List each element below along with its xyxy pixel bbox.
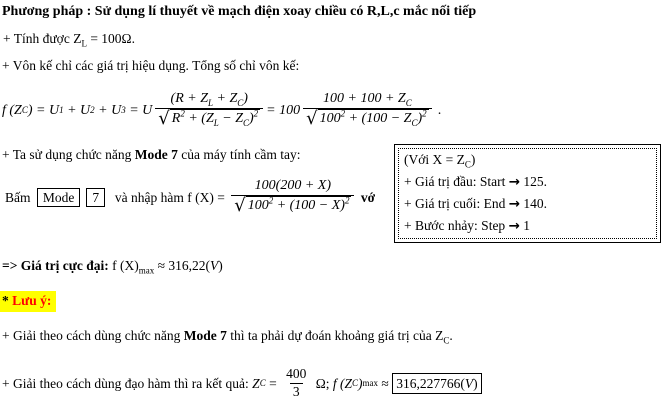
line-zl	[3, 30, 135, 47]
text-run: )	[470, 152, 476, 167]
item-value: 1	[519, 218, 530, 233]
math-run: 100	[247, 197, 269, 213]
math-run: f (X)	[108, 258, 139, 273]
calcbox-item-step	[404, 215, 651, 237]
calculator-settings-inner	[398, 148, 657, 239]
math-run: + (Z	[184, 110, 214, 126]
subscript-C: C	[242, 117, 249, 128]
math-run: Z	[252, 375, 260, 391]
math-run: (R + Z	[170, 91, 208, 107]
text-run: + Giải theo cách dùng đạo hàm thì ra kết quả:	[2, 375, 253, 391]
superscript-2: 2	[344, 195, 350, 206]
right-arrow-icon: →	[508, 196, 521, 212]
result-close: )	[473, 375, 478, 391]
text-run: thì ta phải dự đoán khoảng giá trị của Z	[226, 328, 444, 343]
subscript-L: L	[207, 98, 213, 109]
math-run: + U	[94, 102, 122, 118]
superscript-2: 2	[253, 108, 259, 119]
calculator-settings-box	[394, 144, 661, 243]
subscript-L: L	[213, 117, 219, 128]
mode7-bold: Mode 7	[183, 328, 227, 343]
mode7-bold: Mode 7	[134, 147, 178, 162]
superscript-2: 2	[180, 108, 185, 119]
math-run: ≈ 316,22(	[154, 258, 211, 273]
square-root	[234, 196, 351, 215]
math-run: =	[265, 375, 281, 391]
math-run: = U	[125, 102, 153, 118]
math-run: Ω;	[312, 375, 333, 391]
math-run: = 100	[266, 102, 301, 118]
math-run: )	[358, 375, 363, 391]
zl-subscript: L	[81, 38, 87, 49]
result-box	[392, 373, 481, 394]
math-run: ) = U	[27, 102, 60, 118]
text-run: vớ	[357, 189, 376, 205]
text-run: (Với X = Z	[404, 152, 465, 167]
math-run: + U	[63, 102, 91, 118]
calcbox-item-end	[404, 193, 651, 215]
math-run: 100	[319, 110, 341, 126]
math-run: ≈	[378, 375, 393, 391]
line-zl-post: = 100Ω.	[86, 31, 135, 46]
fraction-numeric	[303, 90, 432, 129]
item-value: 125.	[520, 174, 548, 189]
note-label: Lưu ý:	[12, 293, 52, 308]
formula-fzc: f (Z C ) = U 1 + U 2 + U 3 = U $(R + Z_L + Z_C)$ √ $R^2 + (Z_L - Z_C)^2$ = 100 $100 + 100 + Z_C$ √ $100^2 + (100 - Z_C)^2$ .	[2, 91, 442, 130]
math-run: .	[434, 102, 442, 118]
calcbox-item-start	[404, 171, 651, 193]
math-run: )	[218, 258, 223, 273]
fraction-numerator	[320, 90, 415, 108]
fraction-symbolic	[155, 90, 263, 129]
text-run: của máy tính cầm tay:	[177, 147, 301, 162]
math-run: f (Z	[332, 375, 353, 391]
radical-icon: √	[306, 108, 318, 130]
line-mode-intro	[2, 146, 301, 163]
result-value: 316,227766(	[396, 375, 465, 391]
subscript-C: C	[464, 159, 471, 170]
math-run: R	[171, 110, 181, 126]
subscript-max: max	[138, 265, 155, 276]
item-label: + Giá trị đầu: Start	[404, 174, 509, 189]
line-solve-derivative: + Giải theo cách dùng đạo hàm thì ra kết quả: Z C = $\frac{400}{3}$ Ω; f (Z C ) max ≈ 316,227766(V)	[2, 362, 482, 404]
implies-symbol: =>	[2, 258, 21, 273]
math-run: )	[249, 110, 254, 126]
fraction-denominator: 3	[290, 383, 303, 401]
math-run: + (100 − X)	[273, 197, 345, 213]
max-label: Giá trị cực đại:	[20, 258, 109, 273]
radicand	[246, 196, 352, 215]
item-label: + Bước nhảy: Step	[404, 218, 509, 233]
mode-key: Mode	[37, 188, 81, 207]
line-voltmeter: + Vôn kế chỉ các giá trị hiệu dụng. Tổng số chỉ vôn kế:	[2, 58, 300, 73]
fraction-denominator	[303, 108, 432, 130]
fraction-fx	[231, 177, 354, 216]
radical-icon: √	[158, 108, 170, 130]
result-unit: V	[464, 375, 474, 391]
item-value: 140.	[520, 196, 548, 211]
subscript-C: C	[237, 98, 244, 109]
seven-key: 7	[86, 188, 105, 207]
math-run: )	[243, 91, 248, 107]
fraction-denominator	[231, 195, 354, 217]
math-run: )	[417, 110, 423, 126]
text-run: Bấm	[5, 189, 34, 205]
right-arrow-icon: →	[508, 174, 521, 190]
text-run: .	[449, 328, 453, 343]
fraction-numerator: 100(200 + X)	[254, 178, 331, 194]
radicand	[170, 109, 260, 128]
superscript-2: 2	[340, 108, 346, 119]
text-run: + Ta sử dụng chức năng	[2, 147, 135, 162]
math-run: V	[210, 258, 219, 273]
note-star: *	[2, 293, 13, 308]
math-run: f (Z	[2, 102, 22, 118]
fraction-denominator	[155, 108, 263, 130]
text-run: + Giải theo cách dùng chức năng	[2, 328, 184, 343]
method-title: Phương pháp : Sử dụng lí thuyết về mạch điện xoay chiều có R,L,c mắc nối tiếp	[2, 4, 477, 19]
fraction-numerator: 400	[286, 365, 307, 381]
math-run: + Z	[213, 91, 238, 107]
item-label: + Giá trị cuối: End	[404, 196, 509, 211]
superscript-2: 2	[268, 195, 274, 206]
fraction-400-3	[283, 366, 309, 401]
radicand	[318, 109, 429, 128]
square-root	[306, 109, 429, 128]
math-run: + (100 − Z	[345, 110, 412, 126]
superscript-2: 2	[422, 108, 427, 119]
line-zl-pre: + Tính được Z	[3, 31, 82, 46]
text-run: và nhập hàm f (X) =	[108, 189, 229, 205]
subscript-C: C	[405, 98, 412, 109]
note-highlight	[0, 291, 56, 312]
line-bam	[5, 172, 375, 222]
calcbox-header	[404, 149, 651, 171]
fraction-numerator	[168, 90, 251, 108]
line-max-value	[2, 257, 223, 274]
subscript-C: C	[443, 335, 450, 346]
subscript-C: C	[411, 117, 418, 128]
right-arrow-icon: →	[508, 218, 520, 234]
math-run: − Z	[218, 110, 243, 126]
square-root	[158, 109, 260, 128]
line-solve-mode7	[2, 327, 453, 344]
math-run: 100 + 100 + Z	[323, 91, 406, 107]
radical-icon: √	[234, 195, 246, 217]
